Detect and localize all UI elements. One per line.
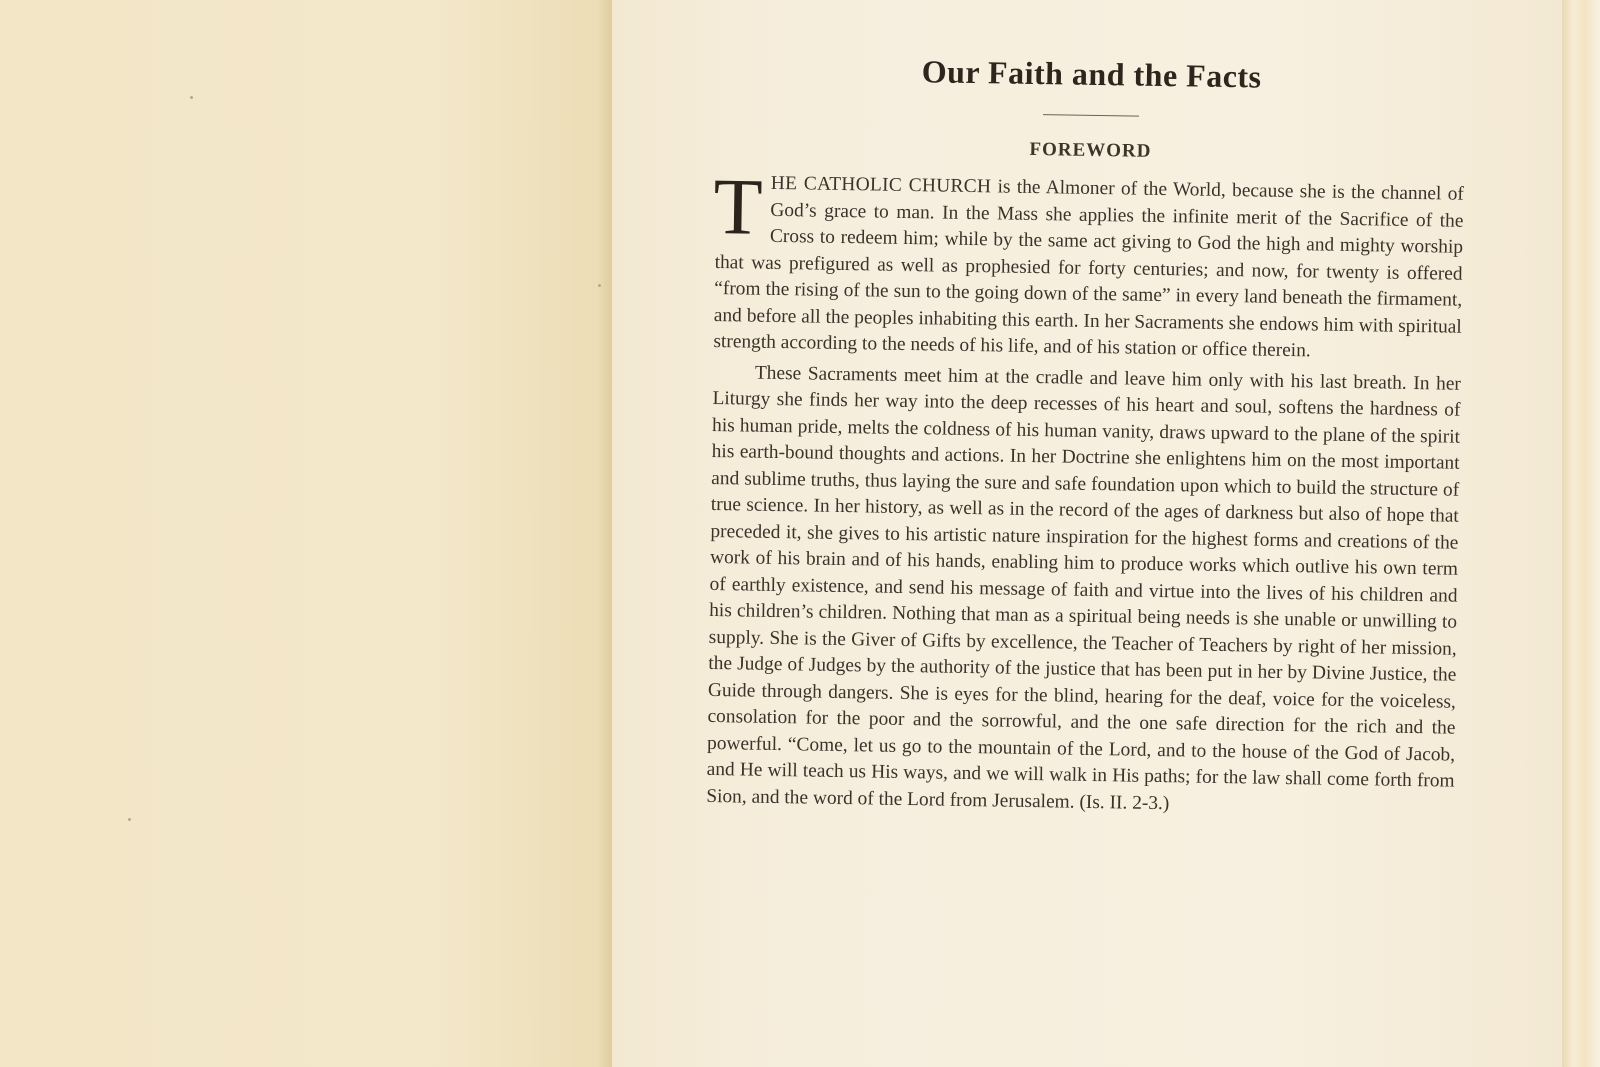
lead-caps: HE CATHOLIC CHURCH [770, 172, 992, 198]
page-edges [1562, 0, 1600, 1067]
foreword-paragraph-1 [712, 162, 1464, 367]
paragraph-1-text: is the Almoner of the World, because she is the channel of God’s grace to man. In the Mass she applies the infinite merit of the Sacrifice of the Cross to redeem him; while by the same act giving to God the high and mighty worship that was prefigured as well as prophesied for forty centuries; and now, for twenty is offered “from the rising of the sun to the going down of the same” in every land beneath the firmament, and before all the peoples inhabiting this earth. In her Sacraments she endows him with spiritual strength according to the needs of his life, and of his station or office therein. [713, 176, 1464, 362]
paper-speck [128, 818, 131, 821]
title-divider [1043, 114, 1139, 117]
drop-cap: T [712, 162, 764, 252]
left-page-blank [0, 0, 612, 1067]
section-heading: FOREWORD [1029, 138, 1152, 162]
page-content [706, 50, 1466, 822]
paper-speck [190, 96, 193, 99]
foreword-paragraph-2: These Sacraments meet him at the cradle and leave him only with his last breath. In her Liturgy she finds her way into the deep recesses of his heart and soul, softens the hardness of his human pride, melts the coldness of his human vanity, draws upward to the plane of the spirit his earth-bound thoughts and actions. In her Doctrine she enlightens him on the most important and sublime truths, thus laying the sure and safe foundation upon which to build the structure of true science. In her history, as well as in the record of the ages of darkness but also of hope that preceded it, she gives to his artistic nature inspiration for the highest forms and creations of the work of his brain and of his hands, enabling him to produce works which outlive his own term of earthly existence, and send his message of faith and virtue into the lives of his children and his children’s children. Nothing that man as a spiritual being needs is she unable or unwilling to supply. She is the Giver of Gifts by excellence, the Teacher of Teachers by right of her mission, the Judge of Judges by the authority of the justice that has been put in her by Divine Justice, the Guide through dangers. She is eyes for the blind, hearing for the deaf, voice for the voiceless, consolation for the poor and the sorrowful, and the one safe direction for the rich and the powerful. “Come, let us go to the mountain of the Lord, and to the house of the God of Jacob, and He will teach us His ways, and we will walk in His paths; for the law shall come forth from Sion, and the word of the Lord from Jerusalem. (Is. II. 2-3.) [706, 362, 1462, 814]
page-title: Our Faith and the Facts [921, 53, 1262, 95]
